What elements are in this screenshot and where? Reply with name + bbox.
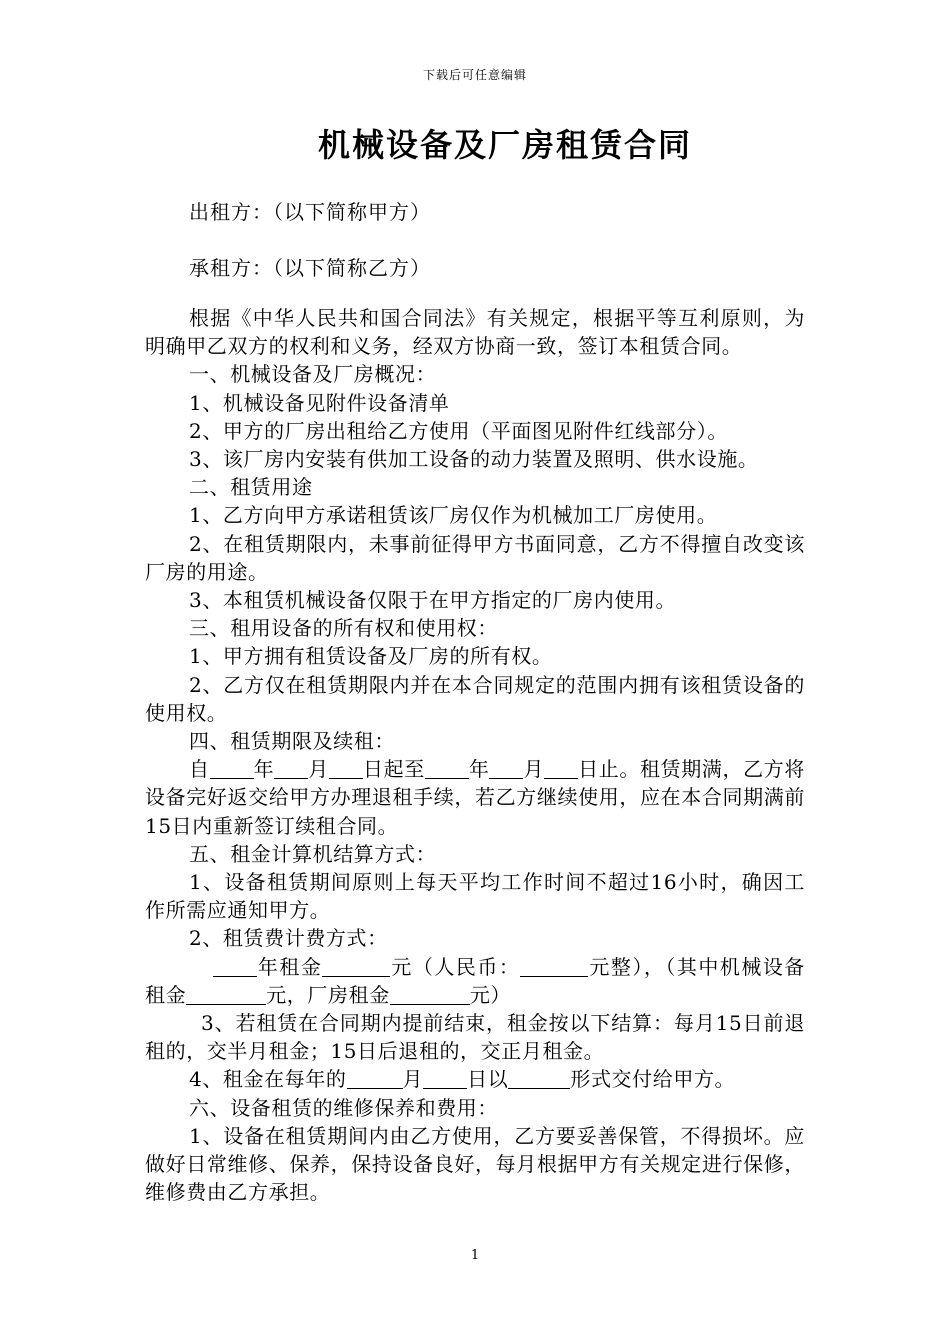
fee-text: 元（人民币： (390, 954, 521, 979)
section-1-item: 2、甲方的厂房出租给乙方使用（平面图见附件红线部分）。 (189, 418, 728, 443)
fee-text: 元） (469, 982, 512, 1007)
section-6-heading: 六、设备租赁的维修保养和费用： (189, 1095, 498, 1120)
period-text: 年 (468, 757, 490, 782)
header-note: 下载后可任意编辑 (422, 68, 527, 82)
section-1-item: 3、该厂房内安装有供加工设备的动力装置及照明、供水设施。 (189, 447, 759, 472)
section-6-item: 1、设备在租赁期间内由乙方使用，乙方要妥善保管，不得损坏。应做好日常维修、保养，保持设备良好，每月根据甲方有关规定进行保修，维修费由乙方承担。 (145, 1123, 805, 1205)
blank-start-day[interactable] (329, 758, 363, 779)
page-number: 1 (470, 1248, 480, 1263)
period-text: 日止。租赁期满，乙方将设备完好返交给甲方办理退租手续，若乙方继续使用，应在本合同期满前15日内重新签订续租合同。 (145, 757, 805, 838)
blank-end-day[interactable] (544, 758, 578, 779)
section-3-item: 2、乙方仅在租赁期限内并在本合同规定的范围内拥有该租赁设备的使用权。 (145, 672, 805, 725)
section-1-heading: 一、机械设备及厂房概况： (189, 362, 437, 387)
blank-payment-month[interactable] (347, 1068, 403, 1089)
blank-year-count[interactable] (213, 956, 257, 977)
intro-paragraph: 根据《中华人民共和国合同法》有关规定，根据平等互利原则，为明确甲乙双方的权利和义务，经双方协商一致，签订本租赁合同。 (145, 306, 805, 359)
section-1-item: 1、机械设备见附件设备清单 (189, 390, 450, 415)
section-5-heading: 五、租金计算机结算方式： (189, 841, 437, 866)
payment-text: 4、租金在每年的 (189, 1067, 347, 1092)
section-3-item: 1、甲方拥有租赁设备及厂房的所有权。 (189, 644, 553, 669)
period-text: 月 (523, 757, 545, 782)
section-2-heading: 二、租赁用途 (189, 475, 313, 500)
payment-text: 月 (402, 1067, 424, 1092)
section-3-heading: 三、租用设备的所有权和使用权： (189, 616, 498, 641)
contract-body (145, 304, 805, 1207)
payment-text: 日以 (467, 1067, 509, 1092)
lease-period-paragraph (145, 755, 805, 840)
blank-annual-rent[interactable] (322, 956, 390, 977)
blank-rent-rmb[interactable] (520, 956, 588, 977)
blank-payment-day[interactable] (423, 1068, 467, 1089)
section-2-item: 1、乙方向甲方承诺租赁该厂房仅作为机械加工厂房使用。 (189, 503, 718, 528)
section-4-heading: 四、租赁期限及续租： (189, 729, 395, 754)
period-text: 月 (308, 757, 329, 782)
lessor-line: 出租方：（以下简称甲方） (189, 200, 431, 224)
section-5-item: 3、若租赁在合同期内提前结束，租金按以下结算：每月15日前退租的，交半月租金；15日后退租的，交正月租金。 (145, 1011, 805, 1064)
section-5-item: 1、设备租赁期间原则上每天平均工作时间不超过16小时，确因工作所需应通知甲方。 (145, 870, 805, 923)
section-2-item: 3、本租赁机械设备仅限于在甲方指定的厂房内使用。 (189, 588, 677, 613)
blank-end-year[interactable] (425, 758, 469, 779)
document-title: 机械设备及厂房租赁合同 (317, 126, 692, 164)
payment-paragraph (145, 1065, 805, 1093)
blank-end-month[interactable] (489, 758, 523, 779)
section-5-item: 2、租赁费计费方式： (189, 926, 388, 951)
section-2-item: 2、在租赁期限内，未事前征得甲方书面同意，乙方不得擅自改变该厂房的用途。 (145, 531, 805, 584)
lessee-line: 承租方：（以下简称乙方） (189, 256, 431, 280)
period-text: 日起至 (362, 757, 425, 782)
fee-text: 年租金 (257, 954, 323, 979)
rent-fee-paragraph (145, 953, 805, 1009)
fee-text: 元整），（其中机械设备租金 (145, 954, 805, 1007)
period-text: 自 (189, 757, 210, 782)
period-text: 年 (253, 757, 275, 782)
fee-text: 元，厂房租金 (266, 982, 390, 1007)
blank-start-month[interactable] (274, 758, 308, 779)
payment-text: 形式交付给甲方。 (570, 1067, 736, 1092)
blank-payment-method[interactable] (508, 1068, 570, 1089)
blank-start-year[interactable] (210, 758, 254, 779)
blank-factory-rent[interactable] (390, 984, 470, 1005)
blank-equipment-rent[interactable] (186, 984, 266, 1005)
